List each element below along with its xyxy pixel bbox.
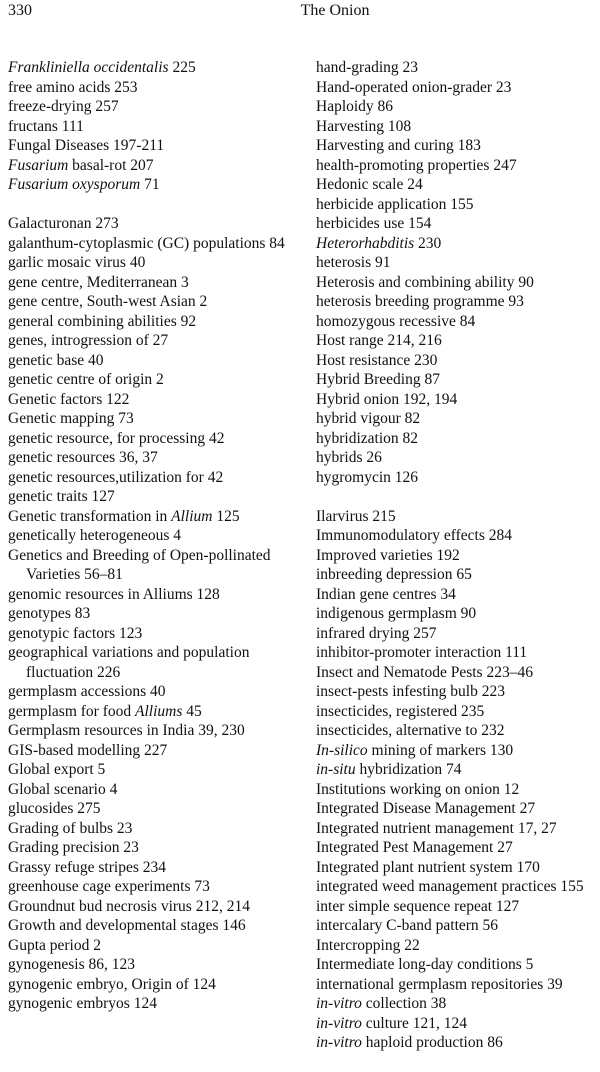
index-entry-text: Hybrid Breeding 87	[316, 371, 440, 388]
index-entry	[316, 975, 600, 995]
index-entry-text: Intermediate long-day conditions 5	[316, 956, 534, 973]
index-entry-text: Genetic transformation in	[8, 507, 172, 525]
index-entry-text: herbicides use 154	[316, 215, 432, 232]
index-entry-text: free amino acids 253	[8, 78, 138, 96]
index-entry	[316, 565, 600, 585]
index-entry-text: Grading of bulbs 23	[8, 819, 133, 837]
index-entry-text: Hybrid onion 192, 194	[316, 390, 458, 408]
index-entry	[316, 760, 600, 780]
index-entry	[316, 273, 600, 293]
index-entry-text: Integrated plant nutrient system 170	[316, 858, 540, 876]
index-entry	[8, 721, 298, 741]
index-entry	[316, 390, 600, 410]
index-entry-text: infrared drying 257	[316, 624, 437, 642]
index-entry	[316, 78, 600, 98]
index-entry-italic-text: in-vitro	[316, 1034, 362, 1051]
index-entry-text: Heterosis and combining ability 90	[316, 273, 534, 291]
index-entry-text: gene centre, Mediterranean 3	[8, 273, 189, 291]
index-entry	[316, 507, 600, 527]
index-entry-text: glucosides 275	[8, 800, 101, 817]
index-entry-text: Ilarvirus 215	[316, 507, 396, 525]
index-entry	[8, 390, 298, 410]
running-head: The Onion	[300, 2, 370, 19]
index-entry-text: geographical variations and population fluctuation 226	[8, 644, 250, 681]
index-entry-italic-text: Fusarium	[8, 156, 69, 174]
index-entry	[316, 429, 600, 449]
index-entry	[8, 858, 298, 878]
index-entry-text: basal-rot 207	[68, 156, 154, 174]
index-entry-italic-text: in-vitro	[316, 1014, 362, 1032]
index-entry	[316, 97, 600, 117]
index-entry	[8, 838, 298, 858]
index-entry-text: 225	[168, 59, 196, 76]
index-entry-text: Harvesting 108	[316, 117, 412, 135]
index-entry	[8, 702, 298, 722]
index-entry	[316, 546, 600, 566]
index-entry	[8, 760, 298, 780]
index-entry	[8, 741, 298, 761]
index-entry-text: Insect and Nematode Pests 223–46	[316, 663, 533, 681]
index-entry	[8, 877, 298, 897]
index-entry-text: haploid production 86	[361, 1034, 503, 1051]
index-entry	[316, 994, 600, 1014]
index-entry	[8, 799, 298, 819]
index-entry-text: fructans 111	[8, 117, 84, 135]
index-entry-text: Integrated nutrient management 17, 27	[316, 819, 557, 837]
index-entry-text: Integrated Pest Management 27	[316, 839, 513, 856]
index-entry-text: heterosis 91	[316, 254, 391, 271]
index-entry-italic-text: Alliums	[134, 702, 183, 720]
index-entry	[8, 994, 298, 1014]
index-entry-text: 125	[212, 507, 240, 525]
index-entry-text: gynogenesis 86, 123	[8, 956, 136, 973]
index-entry	[8, 78, 298, 98]
index-entry	[8, 97, 298, 117]
index-entry	[8, 175, 298, 195]
index-entry	[316, 370, 600, 390]
index-entry-text: germplasm accessions 40	[8, 683, 166, 700]
index-entry-text: insect-pests infesting bulb 223	[316, 683, 505, 700]
index-entry-italic-text: Fusarium oxysporum	[8, 176, 141, 193]
index-entry	[316, 234, 600, 254]
index-entry-text: genetic traits 127	[8, 488, 115, 505]
index-entry-text: greenhouse cage experiments 73	[8, 878, 210, 895]
index-entry-text: Fungal Diseases 197-211	[8, 137, 165, 154]
index-entry	[316, 1014, 600, 1034]
index-entry	[8, 117, 298, 137]
index-entry-text: Harvesting and curing 183	[316, 137, 481, 154]
index-entry-text: inter simple sequence repeat 127	[316, 897, 520, 915]
index-entry	[316, 838, 600, 858]
index-entry	[8, 936, 298, 956]
index-entry-text: Integrated Disease Management 27	[316, 800, 536, 817]
index-entry-text: insecticides, registered 235	[316, 702, 485, 720]
index-entry	[8, 468, 298, 488]
index-entry-text: Groundnut bud necrosis virus 212, 214	[8, 897, 250, 915]
section-gap	[316, 487, 600, 507]
index-entry-text: genotypes 83	[8, 605, 91, 622]
index-entry-text: hybrid vigour 82	[316, 410, 421, 427]
index-entry	[8, 136, 298, 156]
page-number: 330	[8, 2, 32, 19]
index-entry	[316, 175, 600, 195]
index-entry	[316, 156, 600, 176]
index-entry-text: Global export 5	[8, 761, 106, 778]
index-entry	[316, 682, 600, 702]
index-entry-text: mining of markers 130	[367, 741, 514, 759]
index-entry-text: herbicide application 155	[316, 195, 474, 213]
index-entry	[8, 156, 298, 176]
index-entry	[8, 351, 298, 371]
index-entry	[8, 234, 298, 254]
index-entry	[8, 643, 298, 682]
index-entry-text: collection 38	[361, 995, 447, 1012]
index-entry-text: galanthum-cytoplasmic (GC) populations 84	[8, 234, 285, 252]
index-entry	[8, 897, 298, 917]
index-entry-text: gynogenic embryos 124	[8, 995, 157, 1012]
index-entry-text: international germplasm repositories 39	[316, 975, 563, 993]
index-entry	[8, 585, 298, 605]
index-entry	[8, 682, 298, 702]
index-entry-text: intercalary C-band pattern 56	[316, 917, 499, 934]
index-entry-text: hand-grading 23	[316, 59, 419, 76]
index-entry	[316, 663, 600, 683]
index-entry-text: 230	[414, 234, 442, 252]
index-entry-text: 71	[140, 176, 160, 193]
index-entry-text: indigenous germplasm 90	[316, 605, 477, 622]
index-entry	[8, 780, 298, 800]
index-entry-text: Grading precision 23	[8, 839, 139, 856]
index-entry	[316, 624, 600, 644]
index-entry-text: genetic resources,utilization for 42	[8, 468, 224, 486]
index-entry	[316, 312, 600, 332]
index-entry-italic-text: in-situ	[316, 761, 356, 778]
index-entry-text: Host resistance 230	[316, 351, 438, 369]
index-entry-text: genetic base 40	[8, 351, 104, 369]
index-entry-text: genomic resources in Alliums 128	[8, 585, 220, 603]
index-entry	[8, 273, 298, 293]
index-entry-italic-text: In-silico	[316, 741, 368, 759]
index-entry-text: genetic resource, for processing 42	[8, 429, 225, 447]
index-entry	[8, 312, 298, 332]
index-entry-text: homozygous recessive 84	[316, 312, 476, 330]
index-entry	[316, 117, 600, 137]
index-entry-text: Global scenario 4	[8, 780, 118, 798]
index-entry	[316, 331, 600, 351]
index-entry-text: garlic mosaic virus 40	[8, 254, 146, 271]
index-entry-text: Intercropping 22	[316, 936, 420, 954]
index-entry-text: gynogenic embryo, Origin of 124	[8, 975, 216, 993]
index-entry	[316, 916, 600, 936]
index-entry-text: Gupta period 2	[8, 936, 101, 954]
index-entry	[316, 741, 600, 761]
index-entry	[316, 643, 600, 663]
index-entry	[8, 526, 298, 546]
index-entry-text: Indian gene centres 34	[316, 585, 456, 603]
index-entry	[316, 292, 600, 312]
index-entry-text: germplasm for food	[8, 702, 135, 720]
index-entry	[8, 975, 298, 995]
index-entry-text: genetic resources 36, 37	[8, 449, 158, 466]
index-entry-text: hybridization 74	[355, 761, 462, 778]
index-entry	[316, 604, 600, 624]
index-entry-text: genetic centre of origin 2	[8, 371, 164, 388]
index-entry-text: genes, introgression of 27	[8, 332, 169, 349]
index-entry	[316, 448, 600, 468]
index-entry	[8, 604, 298, 624]
index-entry	[8, 214, 298, 234]
index-entry-text: Immunomodulatory effects 284	[316, 527, 513, 544]
index-entry	[8, 819, 298, 839]
index-entry-text: gene centre, South-west Asian 2	[8, 293, 208, 310]
index-entry-text: Host range 214, 216	[316, 332, 442, 349]
index-entry-text: hybridization 82	[316, 429, 419, 447]
index-entry-text: 45	[182, 702, 202, 720]
index-entry-text: genotypic factors 123	[8, 624, 143, 642]
index-column-right	[316, 58, 600, 1053]
index-entry-text: Improved varieties 192	[316, 546, 460, 564]
index-entry	[316, 253, 600, 273]
index-entry	[8, 916, 298, 936]
index-entry	[316, 526, 600, 546]
index-entry-text: hygromycin 126	[316, 468, 419, 486]
index-entry	[316, 799, 600, 819]
index-entry	[316, 585, 600, 605]
index-entry	[8, 624, 298, 644]
index-entry	[316, 58, 600, 78]
index-entry	[316, 195, 600, 215]
index-entry	[8, 253, 298, 273]
index-column-left	[8, 58, 298, 1014]
index-entry	[316, 214, 600, 234]
index-entry	[316, 468, 600, 488]
index-entry	[8, 955, 298, 975]
index-entry	[8, 546, 298, 585]
index-entry-text: health-promoting properties 247	[316, 156, 517, 174]
index-entry-text: hybrids 26	[316, 449, 382, 466]
index-entry	[316, 877, 600, 897]
index-entry	[316, 1033, 600, 1053]
index-entry-text: inbreeding depression 65	[316, 566, 472, 583]
index-entry-text: Growth and developmental stages 146	[8, 917, 246, 934]
index-entry	[8, 507, 298, 527]
index-entry-text: Grassy refuge stripes 234	[8, 858, 166, 876]
index-entry	[8, 370, 298, 390]
index-entry-italic-text: in-vitro	[316, 995, 362, 1012]
index-entry	[8, 409, 298, 429]
index-entry-text: Galacturonan 273	[8, 215, 119, 232]
index-entry-text: integrated weed management practices 155	[316, 878, 584, 895]
index-entry	[316, 936, 600, 956]
index-entry	[316, 409, 600, 429]
index-entry	[8, 292, 298, 312]
index-entry-text: genetically heterogeneous 4	[8, 527, 182, 544]
index-entry	[316, 897, 600, 917]
index-entry-text: Germplasm resources in India 39, 230	[8, 722, 245, 739]
index-entry-text: Genetic factors 122	[8, 390, 130, 408]
index-entry	[316, 136, 600, 156]
index-entry	[316, 351, 600, 371]
index-entry-text: inhibitor-promoter interaction 111	[316, 644, 528, 661]
index-entry	[8, 58, 298, 78]
section-gap	[8, 195, 298, 215]
index-entry-text: Hand-operated onion-grader 23	[316, 78, 512, 96]
index-entry-italic-text: Allium	[171, 507, 213, 525]
index-entry-text: Genetics and Breeding of Open-pollinated Varieties 56–81	[8, 546, 271, 583]
index-entry	[316, 858, 600, 878]
index-entry-text: Institutions working on onion 12	[316, 780, 520, 798]
index-entry-text: GIS-based modelling 227	[8, 741, 168, 759]
index-entry	[316, 721, 600, 741]
index-entry-text: freeze-drying 257	[8, 98, 119, 115]
index-entry	[316, 702, 600, 722]
index-entry-text: Genetic mapping 73	[8, 410, 134, 427]
index-entry	[8, 331, 298, 351]
index-entry-text: general combining abilities 92	[8, 312, 197, 330]
index-entry-text: heterosis breeding programme 93	[316, 293, 524, 310]
index-entry-italic-text: Heterorhabditis	[316, 234, 415, 252]
index-entry	[8, 448, 298, 468]
index-entry	[8, 487, 298, 507]
index-entry	[8, 429, 298, 449]
index-entry	[316, 780, 600, 800]
index-entry	[316, 819, 600, 839]
index-entry-text: culture 121, 124	[361, 1014, 467, 1032]
index-entry-italic-text: Frankliniella occidentalis	[8, 59, 169, 76]
index-entry	[316, 955, 600, 975]
index-entry-text: Hedonic scale 24	[316, 176, 423, 193]
index-entry-text: insecticides, alternative to 232	[316, 722, 505, 739]
index-entry-text: Haploidy 86	[316, 98, 394, 115]
